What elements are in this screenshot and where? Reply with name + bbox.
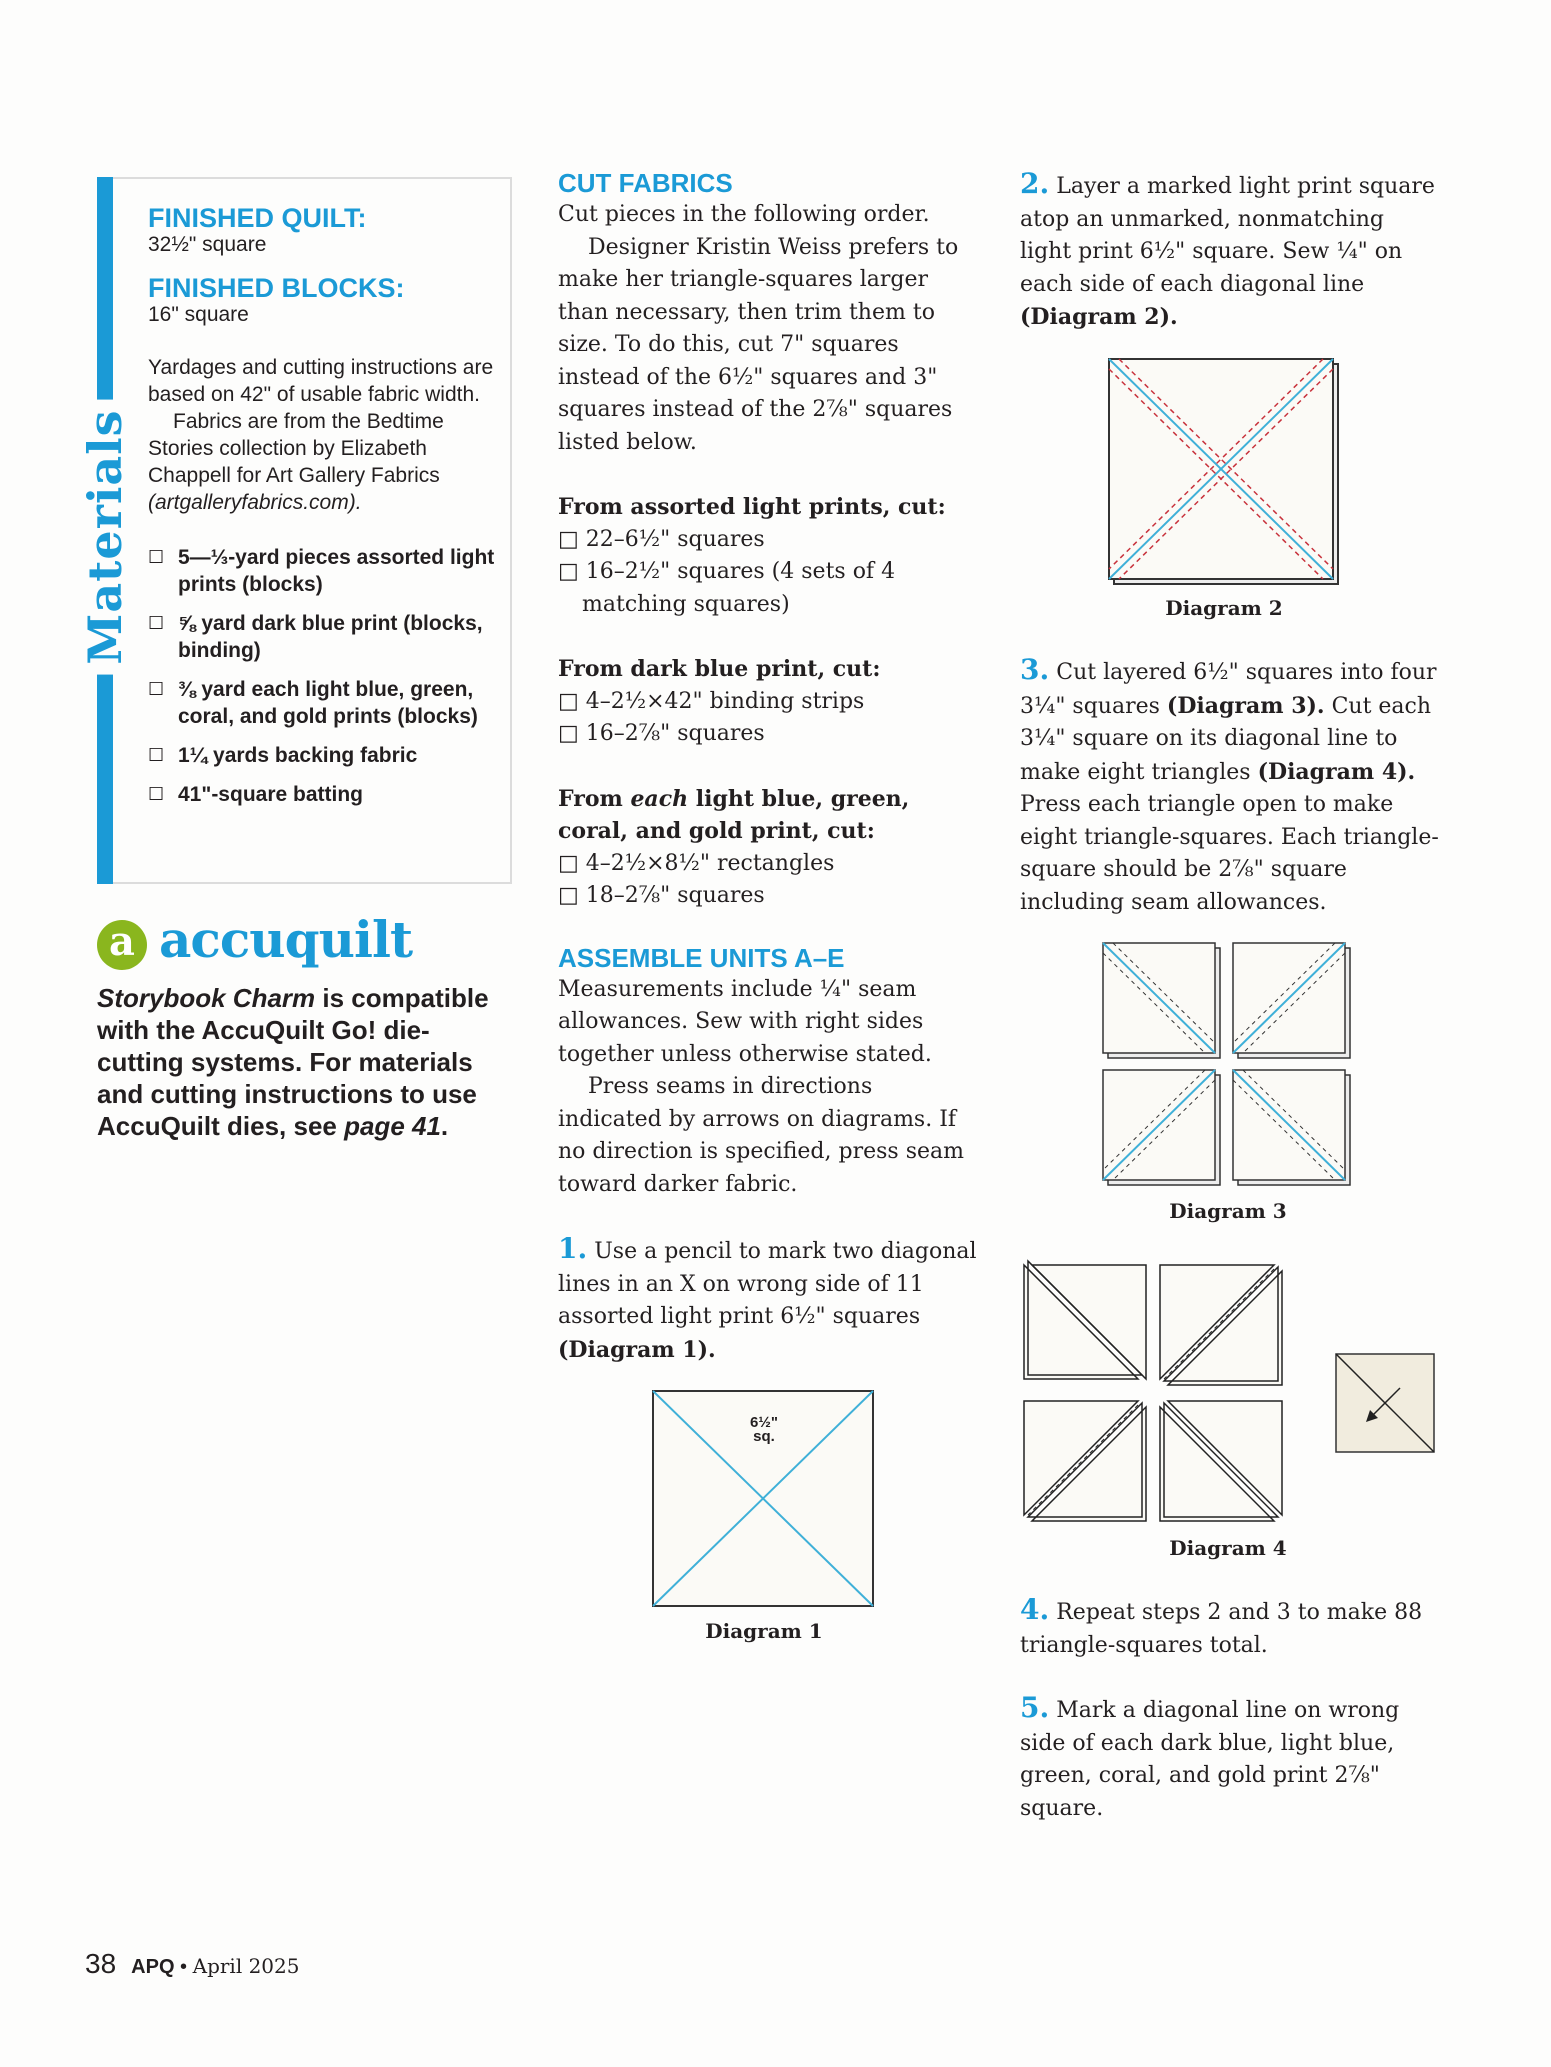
finished-quilt-value: 32½" square: [148, 233, 267, 256]
page-footer: 38 APQ • April 2025: [85, 1948, 300, 1979]
dark-blue-heading: From dark blue print, cut:: [558, 656, 881, 682]
materials-checklist: [148, 544, 498, 808]
cut-list-item: □ 16–2⅞" squares: [558, 721, 765, 746]
cut-list-item: □ 22–6½" squares: [558, 526, 765, 552]
page-reference-link[interactable]: page 41: [344, 1111, 441, 1141]
diagram-1-dimension: 6½" sq.: [750, 1414, 778, 1445]
each-print-heading: From each light blue, green, coral, and gold print, cut:: [558, 785, 910, 844]
accuquilt-note: Storybook Charm is compatible with the AccuQuilt Go! die-cutting systems. For materials and cutting instructions to use AccuQuilt dies, see page 41.: [97, 983, 489, 1141]
checkbox-icon[interactable]: ☐: [148, 547, 165, 567]
cut-list-item: □ 4–2½×42" binding strips: [558, 688, 865, 714]
checkbox-icon[interactable]: ☐: [148, 679, 165, 699]
cut-intro: Cut pieces in the following order.: [558, 202, 930, 227]
yardage-note: Yardages and cutting instructions are based on 42" of usable fabric width.: [148, 356, 494, 406]
checklist-item[interactable]: ☐ 5—⅓-yard pieces assorted light prints (blocks): [148, 546, 495, 596]
checkbox-icon[interactable]: ☐: [148, 784, 165, 804]
step-5: 5. Mark a diagonal line on wrong side of each dark blue, light blue, green, coral, and gold print 2⅞" square.: [1020, 1691, 1400, 1821]
assemble-heading: ASSEMBLE UNITS A–E: [558, 942, 845, 973]
diagram-2: [1106, 356, 1342, 588]
diagram-4-label: Diagram 4: [1169, 1536, 1287, 1560]
diagram-2-label: Diagram 2: [1165, 596, 1283, 620]
step-4: 4. Repeat steps 2 and 3 to make 88 triangle-squares total.: [1020, 1593, 1423, 1658]
magazine-name: APQ: [131, 1956, 175, 1978]
assemble-para-1: Measurements include ¼" seam allowances. Sew with right sides together unless otherwise stated.: [558, 976, 932, 1067]
accuquilt-a-icon: a: [97, 920, 147, 970]
finished-blocks-value: 16" square: [148, 303, 249, 326]
materials-content: [148, 203, 498, 808]
diagram-4: [1020, 1255, 1320, 1525]
diagram-3: [1100, 940, 1356, 1190]
finished-blocks-label: FINISHED BLOCKS:: [148, 273, 405, 303]
cut-fabrics-heading: CUT FABRICS: [558, 168, 733, 198]
cut-list-item: □ 4–2½×8½" rectangles: [558, 850, 835, 876]
checklist-item[interactable]: ☐ 41"-square batting: [148, 783, 363, 806]
diagram-1-label: Diagram 1: [705, 1619, 823, 1643]
step-number: 2.: [1020, 167, 1050, 200]
issue-date: April 2025: [192, 1954, 300, 1978]
step-number: 3.: [1020, 653, 1050, 686]
checkbox-icon[interactable]: ☐: [148, 745, 165, 765]
designer-note: Designer Kristin Weiss prefers to make her triangle-squares larger than necessary, then trim them to size. To do this, cut 7" squares instead of the 6½" squares and 3" squares instead of the 2⅞" squares listed below.: [558, 234, 959, 455]
accuquilt-logo: [97, 910, 517, 978]
page-number: 38: [85, 1948, 117, 1979]
step-number: 5.: [1020, 1691, 1050, 1724]
cut-list-item: □ 18–2⅞" squares: [558, 883, 765, 908]
materials-vertical-title: Materials: [97, 177, 113, 884]
step-2: 2. Layer a marked light print square atop an unmarked, nonmatching light print 6½" square. Sew ¼" on each side of each diagonal line (Diagram 2).: [1020, 167, 1435, 330]
diagram-3-label: Diagram 3: [1169, 1199, 1287, 1223]
diagram-4-pressed-unit: [1334, 1352, 1438, 1456]
checkbox-icon[interactable]: ☐: [148, 613, 165, 633]
assemble-para-2: Press seams in directions indicated by arrows on diagrams. If no direction is specified, press seam toward darker fabric.: [558, 1074, 964, 1197]
checklist-item[interactable]: ☐ ⅝ yard dark blue print (blocks, binding): [148, 612, 483, 662]
accuquilt-wordmark: accuquilt: [159, 910, 413, 969]
fabrics-note: Fabrics are from the Bedtime Stories collection by Elizabeth Chappell for Art Gallery Fabrics (artgalleryfabrics.com).: [148, 410, 444, 514]
cut-list-item: □ 16–2½" squares (4 sets of 4 matching squares): [558, 559, 896, 617]
fabrics-url: (artgalleryfabrics.com).: [148, 491, 362, 514]
light-prints-heading: From assorted light prints, cut:: [558, 494, 946, 520]
cut-fabrics-section: [558, 168, 978, 1367]
step-1: 1. Use a pencil to mark two diagonal lines in an X on wrong side of 11 assorted light print 6½" squares (Diagram 1).: [558, 1232, 977, 1363]
checklist-item[interactable]: ☐ ⅜ yard each light blue, green, coral, and gold prints (blocks): [148, 678, 478, 728]
finished-quilt-label: FINISHED QUILT:: [148, 203, 367, 233]
step-3: 3. Cut layered 6½" squares into four 3¼" squares (Diagram 3). Cut each 3¼" square on its diagonal line to make eight triangles (Diagram 4). Press each triangle open to make eight triangle-squares. Each triangle-square should be 2⅞" square including seam allowances.: [1020, 653, 1439, 915]
step-number: 1.: [558, 1232, 588, 1265]
step-number: 4.: [1020, 1593, 1050, 1626]
checklist-item[interactable]: ☐ 1¼ yards backing fabric: [148, 744, 418, 767]
